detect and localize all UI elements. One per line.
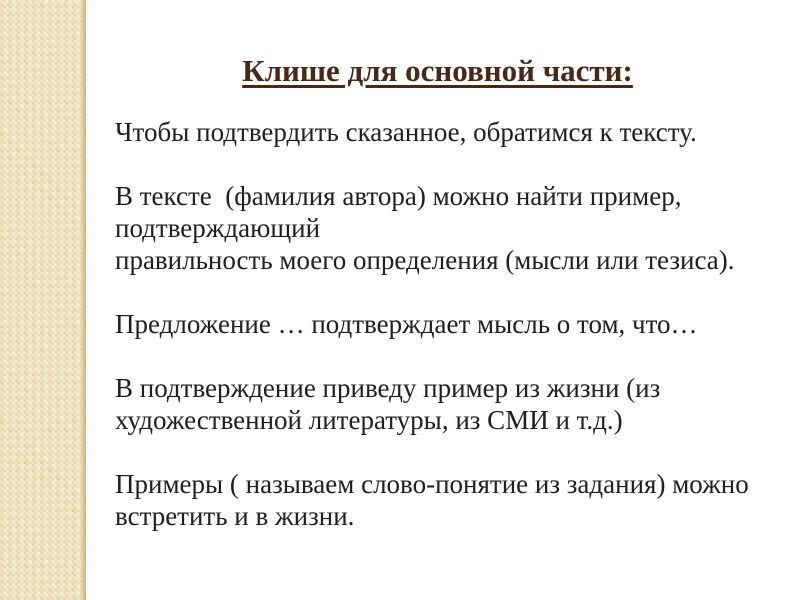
- paragraph: [115, 308, 760, 340]
- text-line: Чтобы подтвердить сказанное, обратимся к тексту.: [115, 117, 697, 147]
- text-line: художественной литературы, из СМИ и т.д.): [115, 405, 623, 435]
- slide-body-text: [115, 116, 760, 532]
- left-texture-stripe: [0, 0, 86, 600]
- text-line: В подтверждение приведу пример из жизни (из: [115, 373, 661, 403]
- page-title: Клише для основной части:: [242, 53, 633, 88]
- slide-content-area: [86, 0, 800, 600]
- text-line: Примеры ( называем слово-понятие из задания) можно: [115, 469, 749, 499]
- paragraph: [115, 468, 760, 532]
- text-line: Предложение … подтверждает мысль о том, что…: [115, 309, 698, 339]
- text-line: правильность моего определения (мысли или тезиса).: [115, 245, 735, 275]
- paragraph: [115, 180, 760, 276]
- paragraph: [115, 372, 760, 436]
- text-line: В тексте (фамилия автора) можно найти пример,: [115, 181, 682, 211]
- text-line: подтверждающий: [115, 213, 321, 243]
- paragraph: [115, 116, 760, 148]
- text-line: встретить и в жизни.: [115, 501, 355, 531]
